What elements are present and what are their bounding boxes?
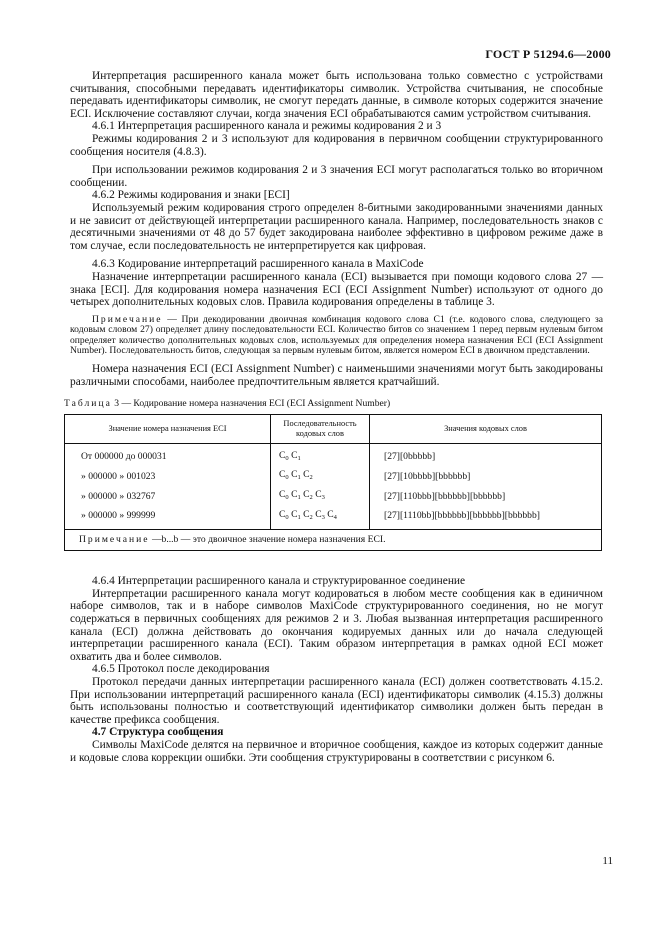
section-heading-4-6-2: 4.6.2 Режимы кодирования и знаки [ECI] bbox=[92, 189, 290, 202]
paragraph: Протокол передачи данных интерпретации расширенного канала (ECI) должен соответствовать 4.15.2. При использовании интерпретаций расширенного канала (ECI) идентификаторы символик (4.15.3) должны быть использованы полностью и соответствующий идентификатор символики должен быть передан в качестве префикса сообщения. bbox=[70, 675, 603, 726]
column-header: Последовательность кодовых слов bbox=[271, 414, 370, 443]
table-note-text: —b...b — это двоичное значение номера назначения ECI. bbox=[149, 533, 386, 545]
page-body bbox=[64, 70, 603, 764]
section-heading-4-6-4: 4.6.4 Интерпретации расширенного канала и структурированное соединение bbox=[92, 575, 466, 588]
paragraph: Интерпретации расширенного канала могут кодироваться в любом месте сообщения как в единичном наборе символов, так и в наборе символов MaxiCode структурированного соединения, но не могут содержаться в первичных сообщениях для режимов 2 и 3. Любая вызванная интерпретация расширенного канала (ECI) должна действовать до окончания кодируемых данных или до начала следующей интерпретации расширенного канала (ECI). Таким образом интерпретация в рамках одной ECI может охватить два и более символов. bbox=[70, 587, 603, 663]
table-row bbox=[65, 507, 602, 530]
paragraph: Режимы кодирования 2 и 3 используют для кодирования в первичном сообщении структурированного сообщения носителя (4.8.3). bbox=[70, 132, 603, 158]
table-caption bbox=[64, 398, 603, 411]
note-text: — При декодировании двоичная комбинация кодового слова C1 (т.е. кодового слова, следующего за кодовым словом 27) определяет длину последовательности ECI. Количество битов со значением 1 перед первым нулевым битом определяет количество дополнительных кодовых слов, используемых для определения номера назначения ECI (ECI Assignment Number). Последовательность битов, следующая за первым нулевым битом, является номером ECI в двоичном представлении. bbox=[70, 313, 603, 357]
table-caption-text: 3 — Кодирование номера назначения ECI (ECI Assignment Number) bbox=[111, 398, 391, 410]
section-heading-4-7: 4.7 Структура сообщения bbox=[92, 726, 224, 739]
codeword-values-cell: [27][1110bb][bbbbbb][bbbbbb][bbbbbb] bbox=[370, 507, 602, 530]
section-heading-4-6-1: 4.6.1 Интерпретация расширенного канала и режимы кодирования 2 и 3 bbox=[92, 120, 442, 133]
section-heading-4-6-3: 4.6.3 Кодирование интерпретаций расширенного канала в MaxiCode bbox=[92, 258, 424, 271]
table-note-label: Примечание bbox=[79, 533, 150, 545]
page-number: 11 bbox=[602, 855, 613, 867]
table-caption-label: Таблица bbox=[64, 398, 112, 410]
column-header: Значения кодовых слов bbox=[370, 414, 602, 443]
eci-range-cell: От 000000 до 000031 bbox=[65, 443, 271, 467]
codeword-sequence-cell: $C_0$ $C_1$ $C_2$ $C_3$ $C_4$ bbox=[271, 507, 370, 530]
paragraph: Назначение интерпретации расширенного канала (ECI) вызывается при помощи кодового слова 27 — знака [ECI]. Для кодирования номера назначения ECI (ECI Assignment Number) используют от одного до четырех дополнительных кодовых слов. Правила кодирования определены в таблице 3. bbox=[70, 270, 603, 309]
paragraph: Символы MaxiCode делятся на первичное и вторичное сообщения, каждое из которых содержит данные и кодовые слова коррекции ошибки. Эти сообщения структурированы в соответствии с рисунком 6. bbox=[70, 738, 603, 764]
codeword-values-cell: [27][10bbbb][bbbbbb] bbox=[370, 467, 602, 487]
codeword-sequence-cell: $C_0$ $C_1$ $C_2$ bbox=[271, 467, 370, 487]
column-header: Значение номера назначения ECI bbox=[65, 414, 271, 443]
paragraph: При использовании режимов кодирования 2 и 3 значения ECI могут располагаться только во вторичном сообщении. bbox=[70, 164, 603, 189]
paragraph: Интерпретация расширенного канала может быть использована только совместно с устройствами считывания, способными передавать идентификаторы символик. Устройства считывания, не способные передавать идентификаторы символик, не смогут передать данные, в символе которых содержится значение ECI. Исключение составляют случаи, когда значения ECI обрабатываются самим устройством считывания. bbox=[70, 70, 603, 120]
table-row bbox=[65, 443, 602, 467]
table-row bbox=[65, 467, 602, 487]
table-header-row bbox=[65, 414, 602, 443]
paragraph: Используемый режим кодирования строго определен 8-битными закодированными значениями данных и не зависит от действующей интерпретации расширенного канала. Например, последовательность знаков с десятичными значениями от 48 до 57 будет закодирована наиболее эффективно в цифровом режиме даже в том случае, если последовательность не интерпретируется как цифровая. bbox=[70, 201, 603, 252]
eci-encoding-table bbox=[64, 414, 602, 551]
codeword-sequence-cell: $C_0$ $C_1$ bbox=[271, 443, 370, 467]
eci-range-cell: » 000000 » 032767 bbox=[65, 487, 271, 507]
section-heading-4-6-5: 4.6.5 Протокол после декодирования bbox=[92, 663, 270, 676]
table-note bbox=[65, 530, 602, 551]
codeword-values-cell: [27][0bbbbb] bbox=[370, 443, 602, 467]
paragraph: Номера назначения ECI (ECI Assignment Number) с наименьшими значениями могут быть закодированы различными способами, наиболее предпочтительным является кратчайший. bbox=[70, 363, 603, 388]
codeword-sequence-cell: $C_0$ $C_1$ $C_2$ $C_3$ bbox=[271, 487, 370, 507]
eci-range-cell: » 000000 » 001023 bbox=[65, 467, 271, 487]
table-note-row bbox=[65, 530, 602, 551]
standard-header: ГОСТ Р 51294.6—2000 bbox=[485, 47, 611, 61]
note-label: Примечание bbox=[92, 313, 163, 325]
eci-range-cell: » 000000 » 999999 bbox=[65, 507, 271, 530]
note bbox=[70, 315, 603, 357]
codeword-values-cell: [27][110bbb][bbbbbb][bbbbbb] bbox=[370, 487, 602, 507]
table-row bbox=[65, 487, 602, 507]
